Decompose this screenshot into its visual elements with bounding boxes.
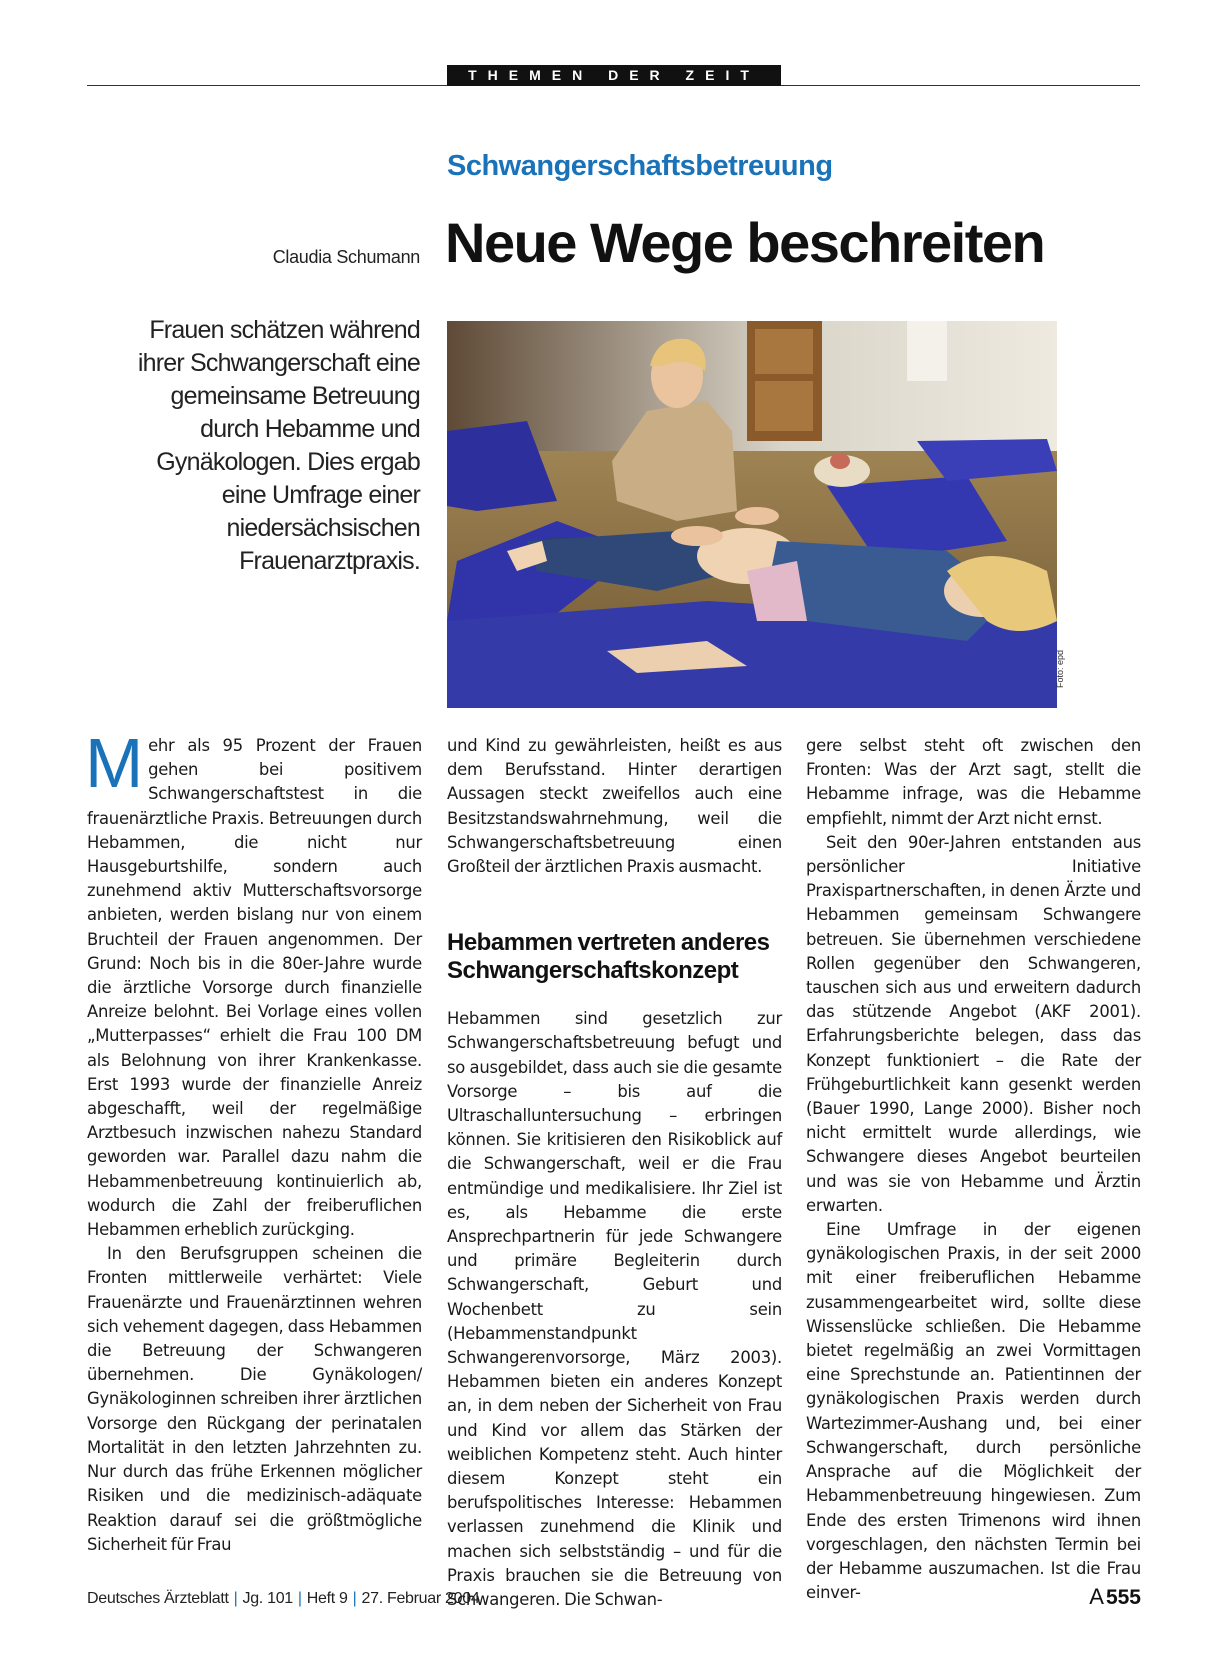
footer-separator: | (233, 1590, 238, 1607)
page-prefix: A (1089, 1584, 1104, 1609)
photo-illustration (447, 321, 1057, 708)
issue-date: 27. Februar 2004 (361, 1590, 480, 1607)
article-author: Claudia Schumann (272, 247, 420, 267)
paragraph: Seit den 90er-Jahren entstanden aus persönlicher Initiative Praxispartnerschaften, in denen Ärzte und Hebammen gemeinsam Schwangere betreuen. Sie übernehmen verschiedene Rollen gegenüber den Schwangeren, tauschen sich aus und erweitern dadurch das stützende Angebot (AKF 2001). Erfahrungsberichte belegen, dass das Konzept funktioniert – die Rate der Frühgeburtlichkeit kann gesenkt werden (Bauer 1990, Lange 2000). Bisher noch nicht ermittelt wurde allerdings, wie Schwangere dieses Angebot beurteilen und was sie von Hebamme und Ärztin erwarten. (806, 832, 1141, 1215)
journal-volume: Jg. 101 (242, 1590, 293, 1607)
page-number-value: 555 (1105, 1586, 1141, 1609)
article-lead: Frauen schätzen während ihrer Schwangerschaft eine gemeinsame Betreuung durch Hebamme und Gynäkologen. Dies ergab eine Umfrage einer niedersächsischen Frauenarztpraxis. (137, 316, 420, 575)
paragraph: In den Berufsgruppen scheinen die Fronten mittlerweile verhärtet: Viele Frauenärzte und Frauenärztinnen wehren sich vehement dagegen, dass Hebammen die Betreuung der Schwangeren übernehmen. Die Gynäkologen/ Gynäkologinnen schreiben ihrer ärztlichen Vorsorge den Rückgang der perinatalen Mortalität in den letzten Jahrzehnten zu. Nur durch das frühe Erkennen möglicher Risiken und die medizinisch-adäquate Reaktion darauf sei die größtmögliche Sicherheit für Frau (87, 1244, 422, 1554)
journal-name: Deutsches Ärzteblatt (87, 1590, 229, 1607)
subheading: Hebammen vertreten anderes Schwangerschaftskonzept (447, 929, 770, 985)
photo-credit: Foto: epd (1055, 649, 1065, 688)
article-kicker: Schwangerschaftsbetreuung (447, 150, 833, 182)
text-column-2 (447, 734, 782, 1610)
paragraph: Eine Umfrage in der eigenen gynäkologischen Praxis, in der seit 2000 mit einer freiberuflichen Hebamme zusammengearbeitet wird, sollte diese Wissenslücke schließen. Die Hebamme bietet regelmäßig an zwei Vormittagen eine Sprechstunde an. Patientinnen der gynäkologischen Praxis werden durch Wartezimmer-Aushang und, bei einer Schwangerschaft, durch persönliche Ansprache auf die Möglichkeit der Hebammenbetreuung hingewiesen. Zum Ende des ersten Trimenons wird ihnen vorgeschlagen, den nächsten Termin bei der Hebamme auszumachen. Ist die Frau einver- (806, 1220, 1141, 1603)
paragraph (85, 724, 422, 1242)
journal-issue: Heft 9 (306, 1590, 348, 1607)
page-footer (87, 1590, 479, 1608)
footer-separator: | (297, 1590, 302, 1607)
drop-cap: M (85, 724, 144, 802)
paragraph: und Kind zu gewährleisten, heißt es aus dem Berufsstand. Hinter derartigen Aussagen steckt zweifellos auch eine Besitzstandswahrnehmung, weil die Schwangerschaftsbetreuung einen Großteil der ärztlichen Praxis ausmacht. (447, 736, 782, 877)
text-column-1 (85, 724, 422, 1554)
paragraph: Hebammen sind gesetzlich zur Schwangerschaftsbetreuung befugt und so ausgebildet, dass auch sie die gesamte Vorsorge – bis auf die Ultraschalluntersuchung – erbringen können. Sie kritisieren den Risikoblick auf die Schwangerschaft, weil er die Frau entmündige und medikalisiere. Ihr Ziel ist es, als Hebamme die erste Ansprechpartnerin für jede Schwangere und primäre Begleiterin durch Schwangerschaft, Geburt und Wochenbett zu sein (Hebammenstandpunkt Schwangerenvorsorge, März 2003). Hebammen bieten ein anderes Konzept an, in dem neben der Sicherheit von Frau und Kind vor allem das Stärken der weiblichen Kompetenz steht. Auch hinter diesem Konzept steht ein berufspolitisches Interesse: Hebammen verlassen zunehmend die Klinik und machen sich selbstständig – und für die Praxis brauchen sie die Betreuung von Schwangeren. Die Schwan- (447, 1009, 782, 1610)
article-photo (447, 321, 1057, 708)
paragraph: gere selbst steht oft zwischen den Fronten: Was der Arzt sagt, stellt die Hebamme infrage, was die Hebamme empfiehlt, nimmt der Arzt nicht ernst. (806, 736, 1141, 828)
footer-separator: | (352, 1590, 357, 1607)
page-number (1089, 1584, 1141, 1610)
section-label: THEMEN DER ZEIT (447, 65, 781, 86)
paragraph-text: ehr als 95 Prozent der Frauen gehen bei positivem Schwangerschaftstest in die frauenärztliche Praxis. Betreuungen durch Hebammen, die nicht nur Hausgeburtshilfe, sondern auch zunehmend aktiv Mutterschaftsvorsorge anbieten, werden bislang nur von einem Bruchteil der Frauen angenommen. Der Grund: Noch bis in die 80er-Jahre wurde die ärztliche Vorsorge durch finanzielle Anreize belohnt. Bei Vorlage eines vollen „Mutterpasses“ erhielt die Frau 100 DM als Belohnung von ihrer Krankenkasse. Erst 1993 wurde der finanzielle Anreiz abgeschafft, weil der regelmäßige Arztbesuch inzwischen nahezu Standard geworden war. Parallel dazu nahm die Hebammenbetreuung kontinuierlich ab, wodurch die Zahl der freiberuflichen Hebammen erheblich zurückging. (87, 736, 422, 1240)
article-headline: Neue Wege beschreiten (445, 211, 1045, 274)
